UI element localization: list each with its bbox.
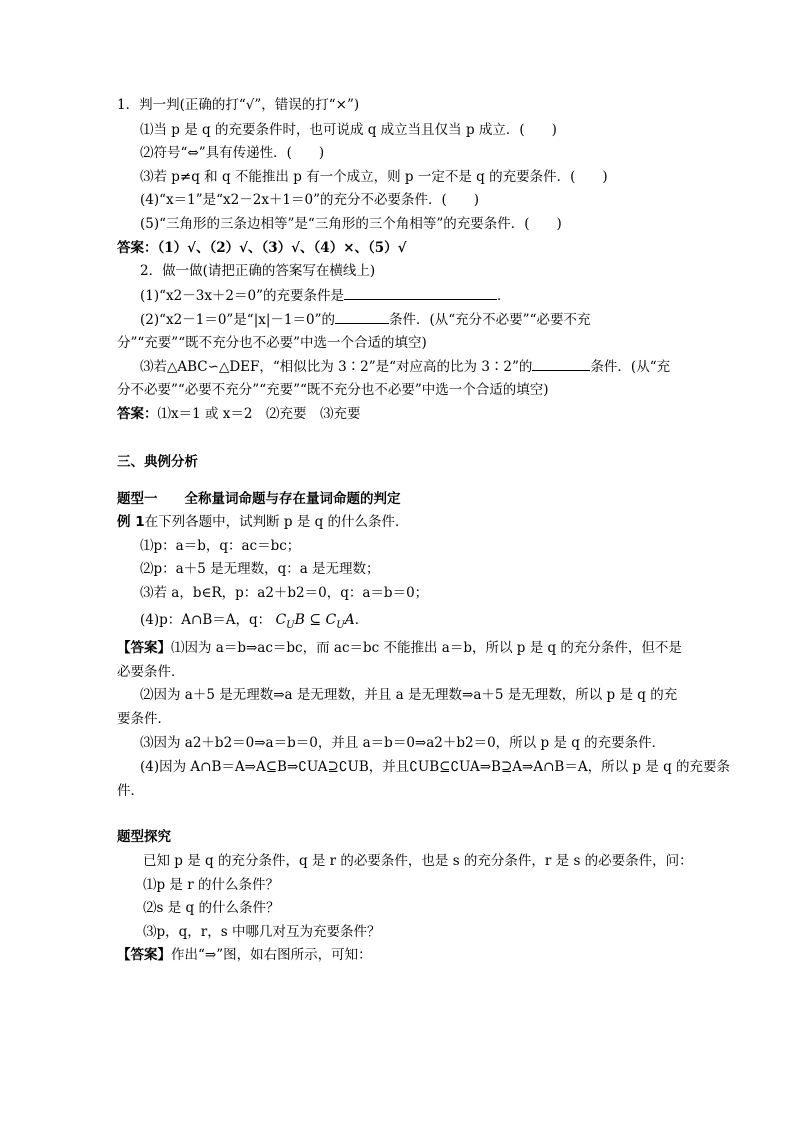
q2-item-2-continued: 分”“充要”“既不充分也不必要”中选一个合适的填空) (117, 335, 427, 351)
answer-ex1-line-3: ⑵因为 a＋5 是无理数⇒a 是无理数，并且 a 是无理数⇒a＋5 是无理数，所以 p 是 q 的充 (140, 687, 678, 703)
question-2-title: 2．做一做(请把正确的答案写在横线上) (140, 263, 376, 279)
q2-item-2-end: 条件．(从“充分不必要”“必要不充 (389, 312, 591, 328)
explore-item-1: ⑴p 是 r 的什么条件？ (143, 877, 279, 893)
explore-answer (117, 946, 372, 964)
example-1-text: 在下列各题中，试判断 p 是 q 的什么条件． (144, 514, 409, 530)
answer-blank-2 (335, 310, 389, 324)
answer-ex1-line-4: 要条件． (117, 711, 171, 727)
answer-2-text: ⑴x＝1 或 x＝2 ⑵充要 ⑶充要 (157, 406, 361, 422)
question-1-title: 1．判一判(正确的打“√”，错误的打“×”) (117, 97, 360, 113)
example-1-item-4-text: (4)p：A∩B＝A，q： (140, 612, 272, 628)
explore-stem: 已知 p 是 q 的充分条件，q 是 r 的必要条件，也是 s 的充分条件，r 是 s 的必要条件，问： (143, 853, 693, 869)
example-1-item-2: ⑵p：a＋5 是无理数，q：a 是无理数； (140, 561, 380, 577)
answer-ex1-text-1: ⑴因为 a＝b⇒ac＝bc，而 ac＝bc 不能推出 a＝b，所以 p 是 q 的充分条件，但不是 (171, 640, 682, 656)
q2-item-3-end: 条件．(从“充 (590, 359, 671, 375)
answer-2-label: 答案： (117, 406, 158, 422)
answer-label: 【答案】 (117, 640, 171, 656)
answer-blank-3 (532, 357, 590, 371)
q2-item-3-text: ⑶若△ABC∽△DEF，“相似比为 3∶2”是“对应高的比为 3∶2”的 (140, 359, 533, 375)
example-1 (117, 513, 409, 531)
answer-ex1-line-2: 必要条件． (117, 664, 185, 680)
answer-blank-1 (344, 286, 497, 300)
section-3-heading: 三、典例分析 (117, 454, 198, 470)
answer-ex1-line-1 (117, 639, 682, 657)
example-1-item-3: ⑶若 a，b∈R，p：a2＋b2＝0，q：a＝b＝0； (140, 585, 429, 601)
q1-item-5: (5)“三角形的三条边相等”是“三角形的三个角相等”的充要条件．( ) (140, 216, 562, 232)
explore-item-2: ⑵s 是 q 的什么条件？ (143, 900, 280, 916)
answer-ex1-line-6: (4)因为 A∩B＝A⇒A⊆B⇒∁UA⊇∁UB，并且∁UB⊆∁UA⇒B⊇A⇒A∩B＝A，所以 p 是 q 的充要条 (140, 759, 731, 775)
type-1-heading: 题型一 全称量词命题与存在量词命题的判定 (117, 491, 401, 507)
q1-item-1: ⑴当 p 是 q 的充要条件时，也可说成 q 成立当且仅当 p 成立．( ) (140, 122, 557, 138)
q1-item-3: ⑶若 p≠q 和 q 不能推出 p 有一个成立，则 p 一定不是 q 的充要条件．( ) (140, 169, 608, 185)
q2-item-1-end: ． (497, 288, 511, 304)
explore-answer-label: 【答案】 (117, 947, 171, 963)
q1-item-4: (4)“x＝1”是“x2－2x＋1＝0”的充分不必要条件．( ) (140, 192, 480, 208)
answer-ex1-line-7: 件． (117, 783, 144, 799)
q2-item-3 (140, 357, 670, 376)
complement-formula: $C_UB$ ⊆ $C_UA$ (275, 612, 355, 631)
explore-answer-text: 作出“⇒”图，如右图所示，可知： (171, 947, 372, 963)
q2-item-2 (140, 310, 590, 329)
q2-item-2-text: (2)“x2－1＝0”是“|x|－1＝0”的 (140, 312, 335, 328)
example-1-label: 例 1 (117, 514, 145, 530)
q1-item-2: ⑵符号“⇔”具有传递性．( ) (140, 145, 325, 161)
example-1-item-1: ⑴p：a＝b，q：ac＝bc； (140, 538, 301, 554)
explore-item-3: ⑶p，q，r，s 中哪几对互为充要条件？ (143, 924, 381, 940)
answer-1 (117, 239, 407, 257)
explore-heading: 题型探究 (117, 829, 171, 845)
q2-item-3-continued: 分不必要”“必要不充分”“充要”“既不充分也不必要”中选一个合适的填空) (117, 382, 549, 398)
answer-2 (117, 405, 361, 423)
q2-item-1-text: (1)“x2－3x＋2＝0”的充要条件是 (140, 288, 345, 304)
answer-ex1-line-5: ⑶因为 a2＋b2＝0⇒a＝b＝0，并且 a＝b＝0⇒a2＋b2＝0，所以 p 是 q 的充要条件． (140, 735, 666, 751)
example-1-item-4-end: ． (354, 612, 369, 628)
answer-1-label: 答案： (117, 240, 158, 256)
answer-1-text: （1）√、（2）√、（3）√、（4）×、（5）√ (157, 240, 407, 256)
q2-item-1 (140, 286, 511, 305)
example-1-item-4 (140, 611, 368, 635)
